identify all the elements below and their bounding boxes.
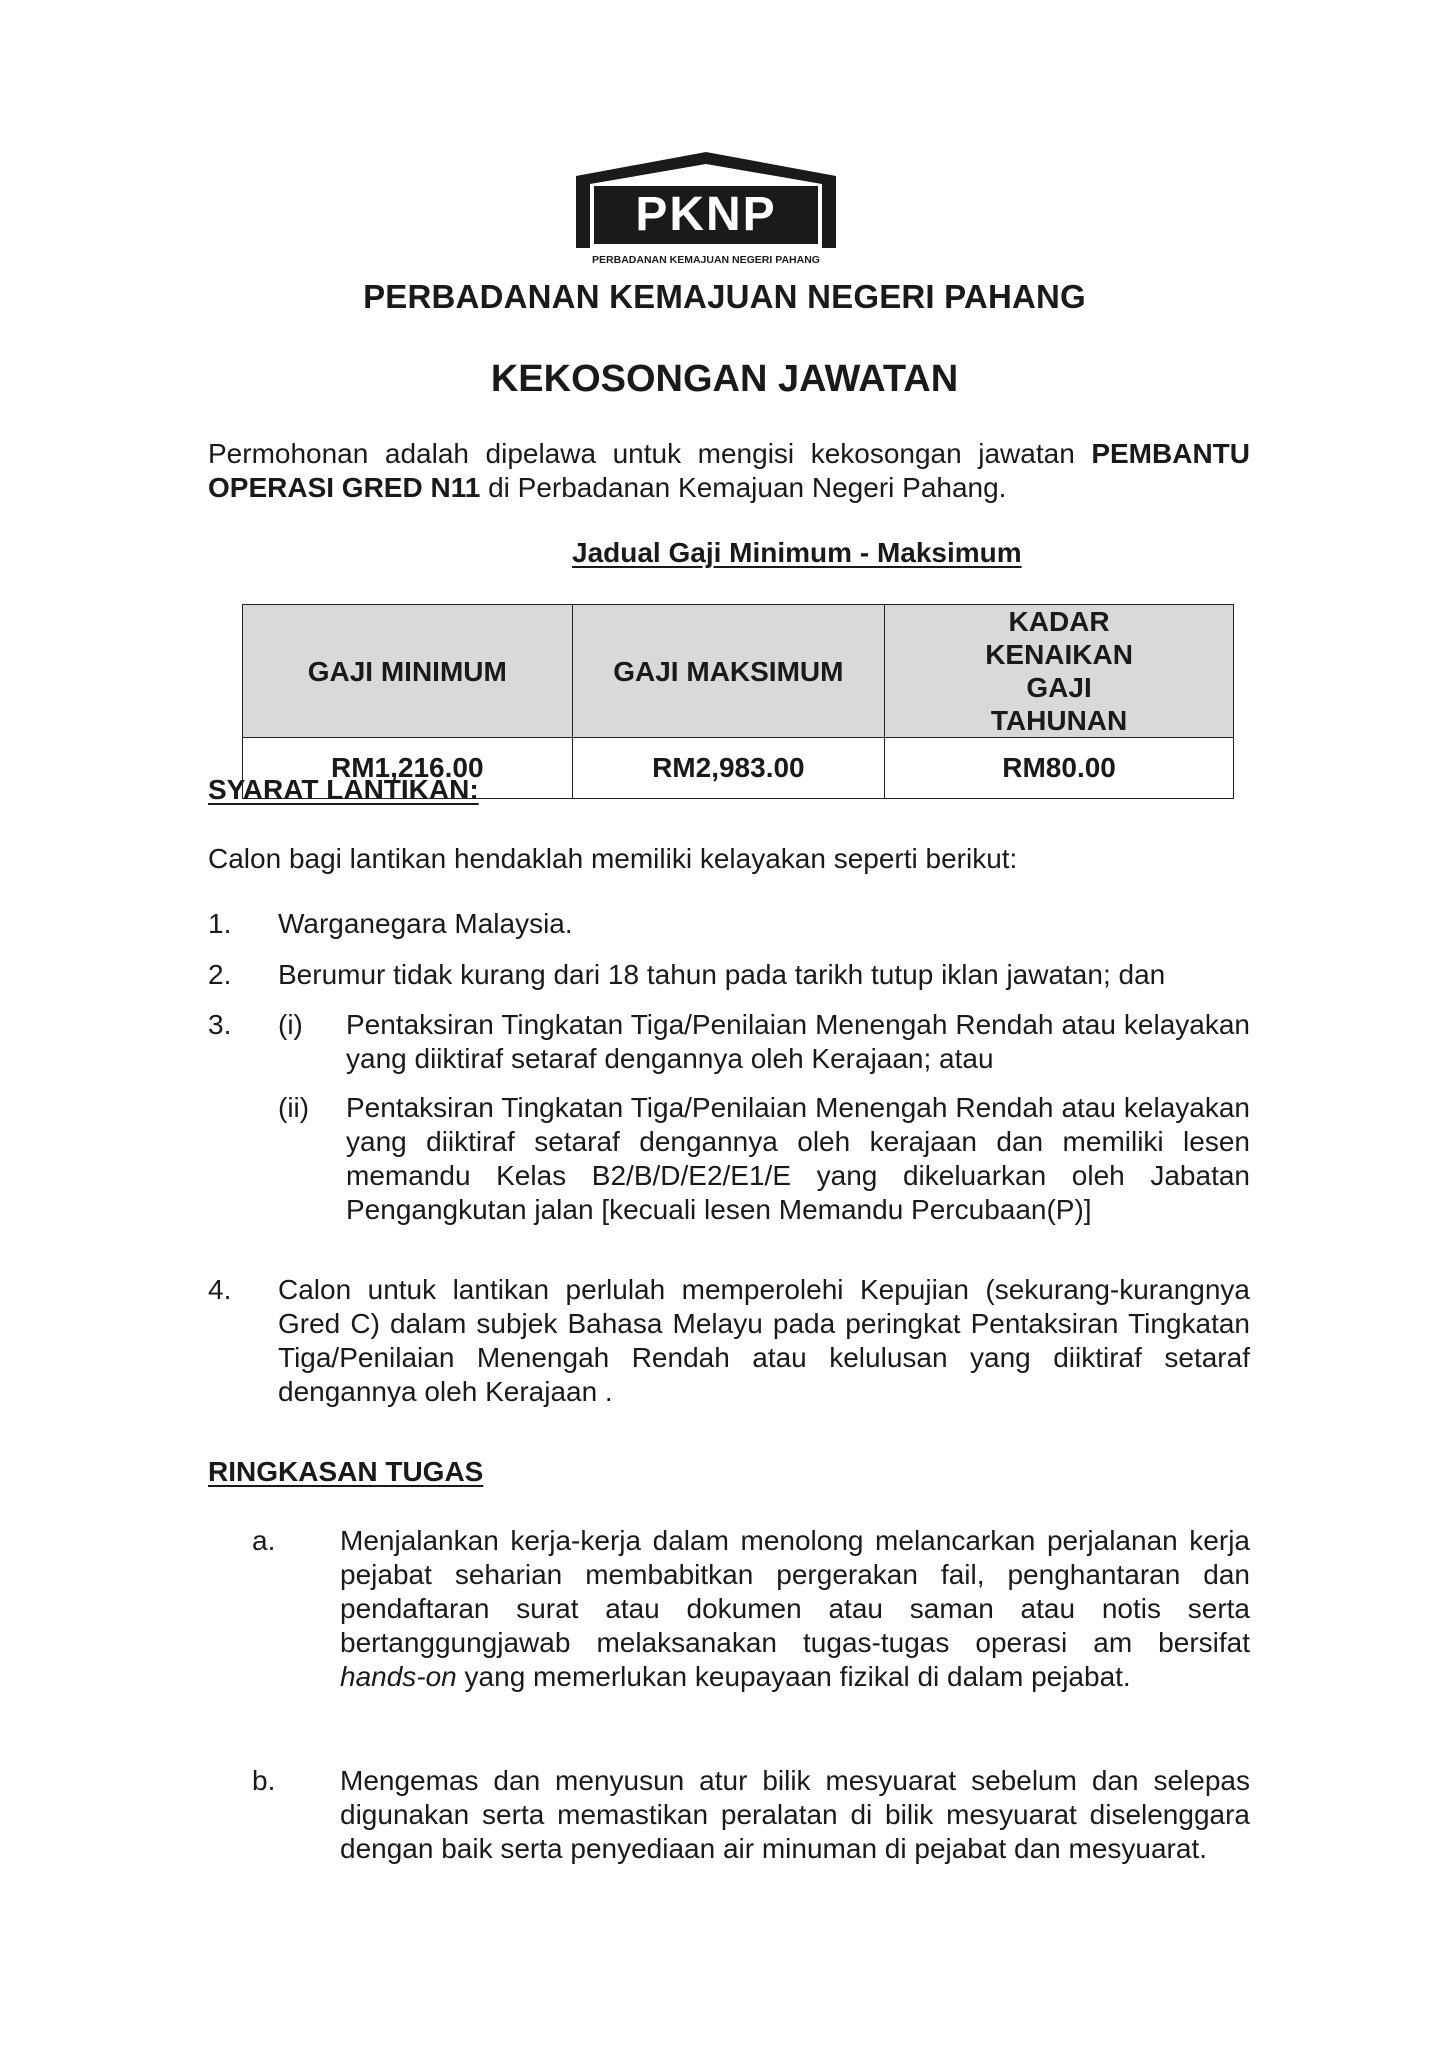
- page-title: KEKOSONGAN JAWATAN: [490, 358, 959, 400]
- intro-after: di Perbadanan Kemajuan Negeri Pahang.: [480, 472, 1007, 503]
- duties-heading: RINGKASAN TUGAS: [208, 1456, 484, 1487]
- salary-min-value: RM1,216.00: [243, 738, 573, 799]
- intro-before: Permohonan adalah dipelawa untuk mengisi kekosongan jawatan: [208, 438, 1092, 469]
- duty-letter: b.: [252, 1765, 276, 1796]
- list-item: [208, 958, 1250, 992]
- logo-tagline: PERBADANAN KEMAJUAN NEGERI PAHANG: [592, 254, 820, 266]
- organization-name: PERBADANAN KEMAJUAN NEGERI PAHANG: [363, 278, 1086, 315]
- duty-text: [340, 1524, 1250, 1694]
- intro-position: PEMBANTU OPERASI GRED N11: [208, 438, 1250, 503]
- salary-schedule-title: Jadual Gaji Minimum - Maksimum: [572, 537, 1022, 568]
- duty-text-before: Menjalankan kerja-kerja dalam menolong melancarkan perjalanan kerja pejabat seharian membabitkan pergerakan fail, penghantaran dan pendaftaran surat atau dokumen atau saman atau notis serta bertanggungjawab melaksanakan tugas-tugas operasi am bersifat: [340, 1525, 1250, 1658]
- salary-header-cell: GAJI MAKSIMUM: [572, 605, 885, 738]
- list-text: Pentaksiran Tingkatan Tiga/Penilaian Menengah Rendah atau kelayakan yang diiktiraf setaraf dengannya oleh kerajaan dan memiliki lesen memandu Kelas B2/B/D/E2/E1/E yang dikeluarkan oleh Jabatan Pengangkutan jalan [kecuali lesen Memandu Percubaan(P)]: [346, 1092, 1250, 1225]
- duty-letter: a.: [252, 1525, 276, 1556]
- list-number: 4.: [208, 1274, 232, 1305]
- list-subnumber: (i): [278, 1009, 303, 1040]
- salary-header-cell: GAJI MINIMUM: [243, 605, 573, 738]
- list-text: Warganegara Malaysia.: [278, 908, 573, 939]
- duty-text-after: yang memerlukan keupayaan fizikal di dalam pejabat.: [456, 1661, 1131, 1692]
- list-item: [208, 1091, 1250, 1261]
- list-text: Calon untuk lantikan perlulah memperolehi Kepujian (sekurang-kurangnya Gred C) dalam subjek Bahasa Melayu pada peringkat Pentaksiran Tingkatan Tiga/Penilaian Menengah Rendah atau kelulusan yang diiktiraf setaraf dengannya oleh Kerajaan .: [278, 1274, 1250, 1407]
- intro-paragraph: [208, 437, 1250, 505]
- requirements-lead: Calon bagi lantikan hendaklah memiliki kelayakan seperti berikut:: [208, 843, 1018, 874]
- requirements-heading: SYARAT LANTIKAN:: [208, 774, 479, 805]
- duty-emphasis: hands-on: [340, 1661, 457, 1692]
- list-text: Pentaksiran Tingkatan Tiga/Penilaian Menengah Rendah atau kelayakan yang diiktiraf setaraf dengannya oleh Kerajaan; atau: [346, 1009, 1250, 1074]
- salary-table: [242, 604, 1234, 799]
- list-text: Berumur tidak kurang dari 18 tahun pada tarikh tutup iklan jawatan; dan: [278, 959, 1166, 990]
- salary-max-value: RM2,983.00: [572, 738, 885, 799]
- salary-increment-value: RM80.00: [885, 738, 1234, 799]
- salary-header-cell: KADAR KENAIKAN GAJI TAHUNAN: [885, 605, 1234, 738]
- list-number: 1.: [208, 908, 232, 939]
- logo-mark: PKNP: [635, 188, 777, 241]
- list-number: 2.: [208, 959, 232, 990]
- list-item: [208, 1273, 1250, 1409]
- duty-item: [208, 1524, 1250, 1728]
- pknp-logo-icon: [576, 150, 836, 268]
- list-item: [208, 1008, 1250, 1076]
- list-item: [208, 907, 1250, 941]
- pknp-logo: [576, 150, 836, 268]
- list-subnumber: (ii): [278, 1092, 310, 1123]
- list-number: 3.: [208, 1009, 232, 1040]
- duty-text: Mengemas dan menyusun atur bilik mesyuarat sebelum dan selepas digunakan serta memastikan peralatan di bilik mesyuarat diselenggara dengan baik serta penyediaan air minuman di pejabat dan mesyuarat.: [340, 1765, 1250, 1864]
- salary-header-row: [243, 605, 1234, 738]
- duty-item: [208, 1764, 1250, 1900]
